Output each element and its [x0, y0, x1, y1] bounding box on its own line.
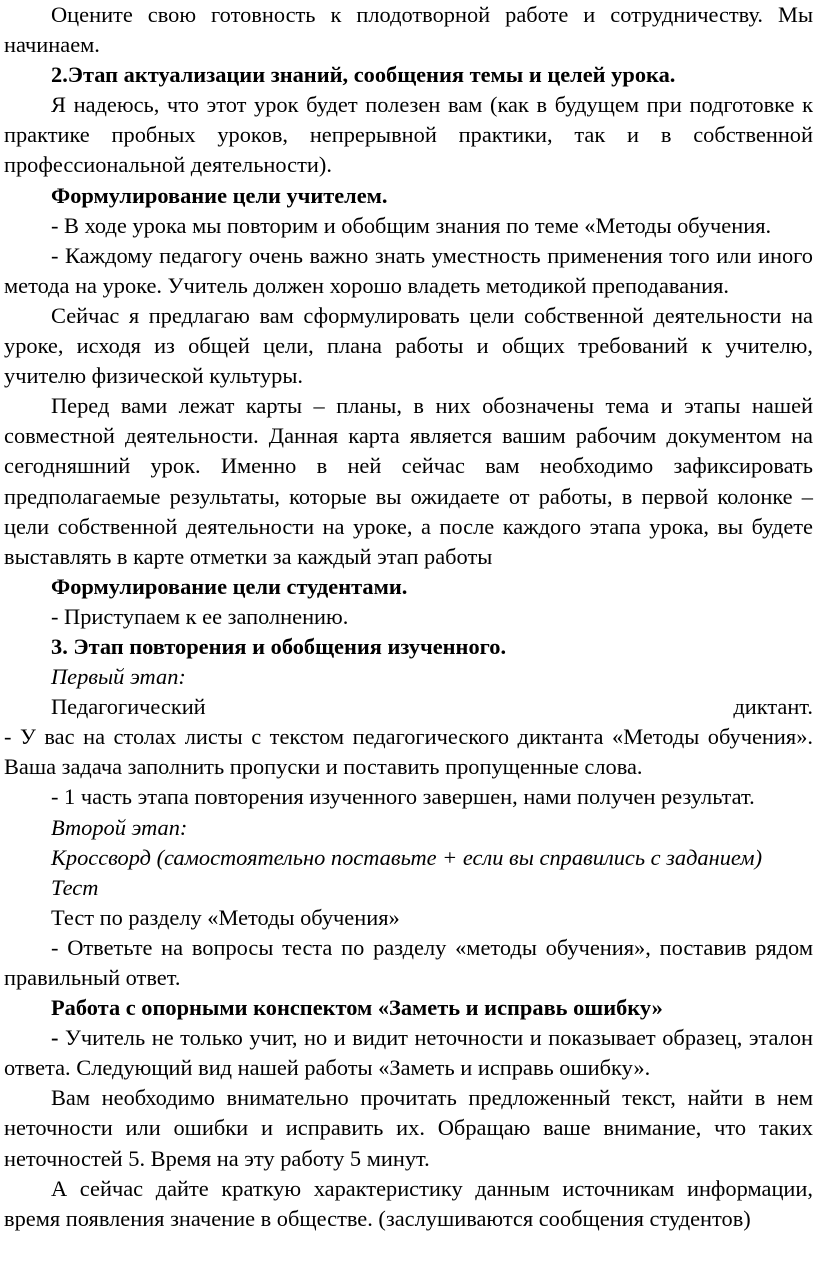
label-second-stage: Второй этап:	[51, 814, 188, 840]
paragraph-dictation-task: - У вас на столах листы с текстом педагогического диктанта «Методы обучения». Ваша задача заполнить пропуски и поставить пропущенные слова.	[4, 724, 813, 780]
paragraph-test-section: Тест по разделу «Методы обучения»	[51, 904, 400, 930]
paragraph-formulate-goals: Сейчас я предлагаю вам сформулировать цели собственной деятельности на уроке, исходя из общей цели, плана работы и общих требований к учителю, учителю физической культуры.	[4, 302, 813, 389]
paragraph-start-filling: - Приступаем к ее заполнению.	[51, 603, 349, 629]
paragraph-teacher-shows	[4, 1023, 813, 1083]
heading-student-goal: Формулирование цели студентами.	[51, 573, 408, 599]
paragraph-read-text: Вам необходимо внимательно прочитать предложенный текст, найти в нем неточности или ошибки и исправить их. Обращаю ваше внимание, что таких неточностей 5. Время на эту работу 5 минут.	[4, 1085, 813, 1171]
paragraph-dictation: Педагогический диктант.	[51, 694, 813, 720]
paragraph-characteristics: А сейчас дайте краткую характеристику данным источникам информации, время появления значение в обществе. (заслушиваются сообщения студентов)	[4, 1175, 813, 1231]
paragraph-repeat-methods: - В ходе урока мы повторим и обобщим знания по теме «Методы обучения.	[51, 212, 772, 238]
heading-notes-work: Работа с опорными конспектом «Заметь и исправь ошибку»	[51, 995, 663, 1021]
document-page	[4, 0, 813, 1234]
paragraph-intro: Оцените свою готовность к плодотворной работе и сотрудничеству. Мы начинаем.	[4, 2, 813, 58]
label-first-stage: Первый этап:	[51, 664, 186, 690]
paragraph-plan-cards: Перед вами лежат карты – планы, в них обозначены тема и этапы нашей совместной деятельности. Данная карта является вашим рабочим документом на сегодняшний урок. Именно в ней сейчас вам необходимо зафиксировать предполагаемые результаты, которые вы ожидаете от работы, в первой колонке – цели собственной деятельности на уроке, а после каждого этапа урока, вы будете выставлять в карте отметки за каждый этап работы	[4, 393, 813, 569]
label-test: Тест	[51, 874, 99, 900]
paragraph-teacher-shows-text: Учитель не только учит, но и видит неточности и показывает образец, эталон ответа. Следующий вид нашей работы «Заметь и исправь ошибку».	[4, 1025, 813, 1081]
bold-dash: -	[51, 1025, 59, 1051]
heading-teacher-goal: Формулирование цели учителем.	[51, 182, 388, 208]
paragraph-answer-questions: - Ответьте на вопросы теста по разделу «методы обучения», поставив рядом правильный ответ.	[4, 934, 813, 990]
heading-stage-3: 3. Этап повторения и обобщения изученного.	[51, 633, 507, 659]
paragraph-part-complete: - 1 часть этапа повторения изученного завершен, нами получен результат.	[51, 784, 755, 810]
paragraph-crossword: Кроссворд (самостоятельно поставьте + если вы справились с заданием)	[51, 844, 763, 870]
paragraph-hope: Я надеюсь, что этот урок будет полезен вам (как в будущем при подготовке к практике пробных уроков, непрерывной практики, так и в собственной профессиональной деятельности).	[4, 92, 813, 178]
heading-stage-2: 2.Этап актуализации знаний, сообщения темы и целей урока.	[51, 62, 676, 88]
paragraph-method-relevance: - Каждому педагогу очень важно знать уместность применения того или иного метода на уроке. Учитель должен хорошо владеть методикой преподавания.	[4, 242, 813, 298]
